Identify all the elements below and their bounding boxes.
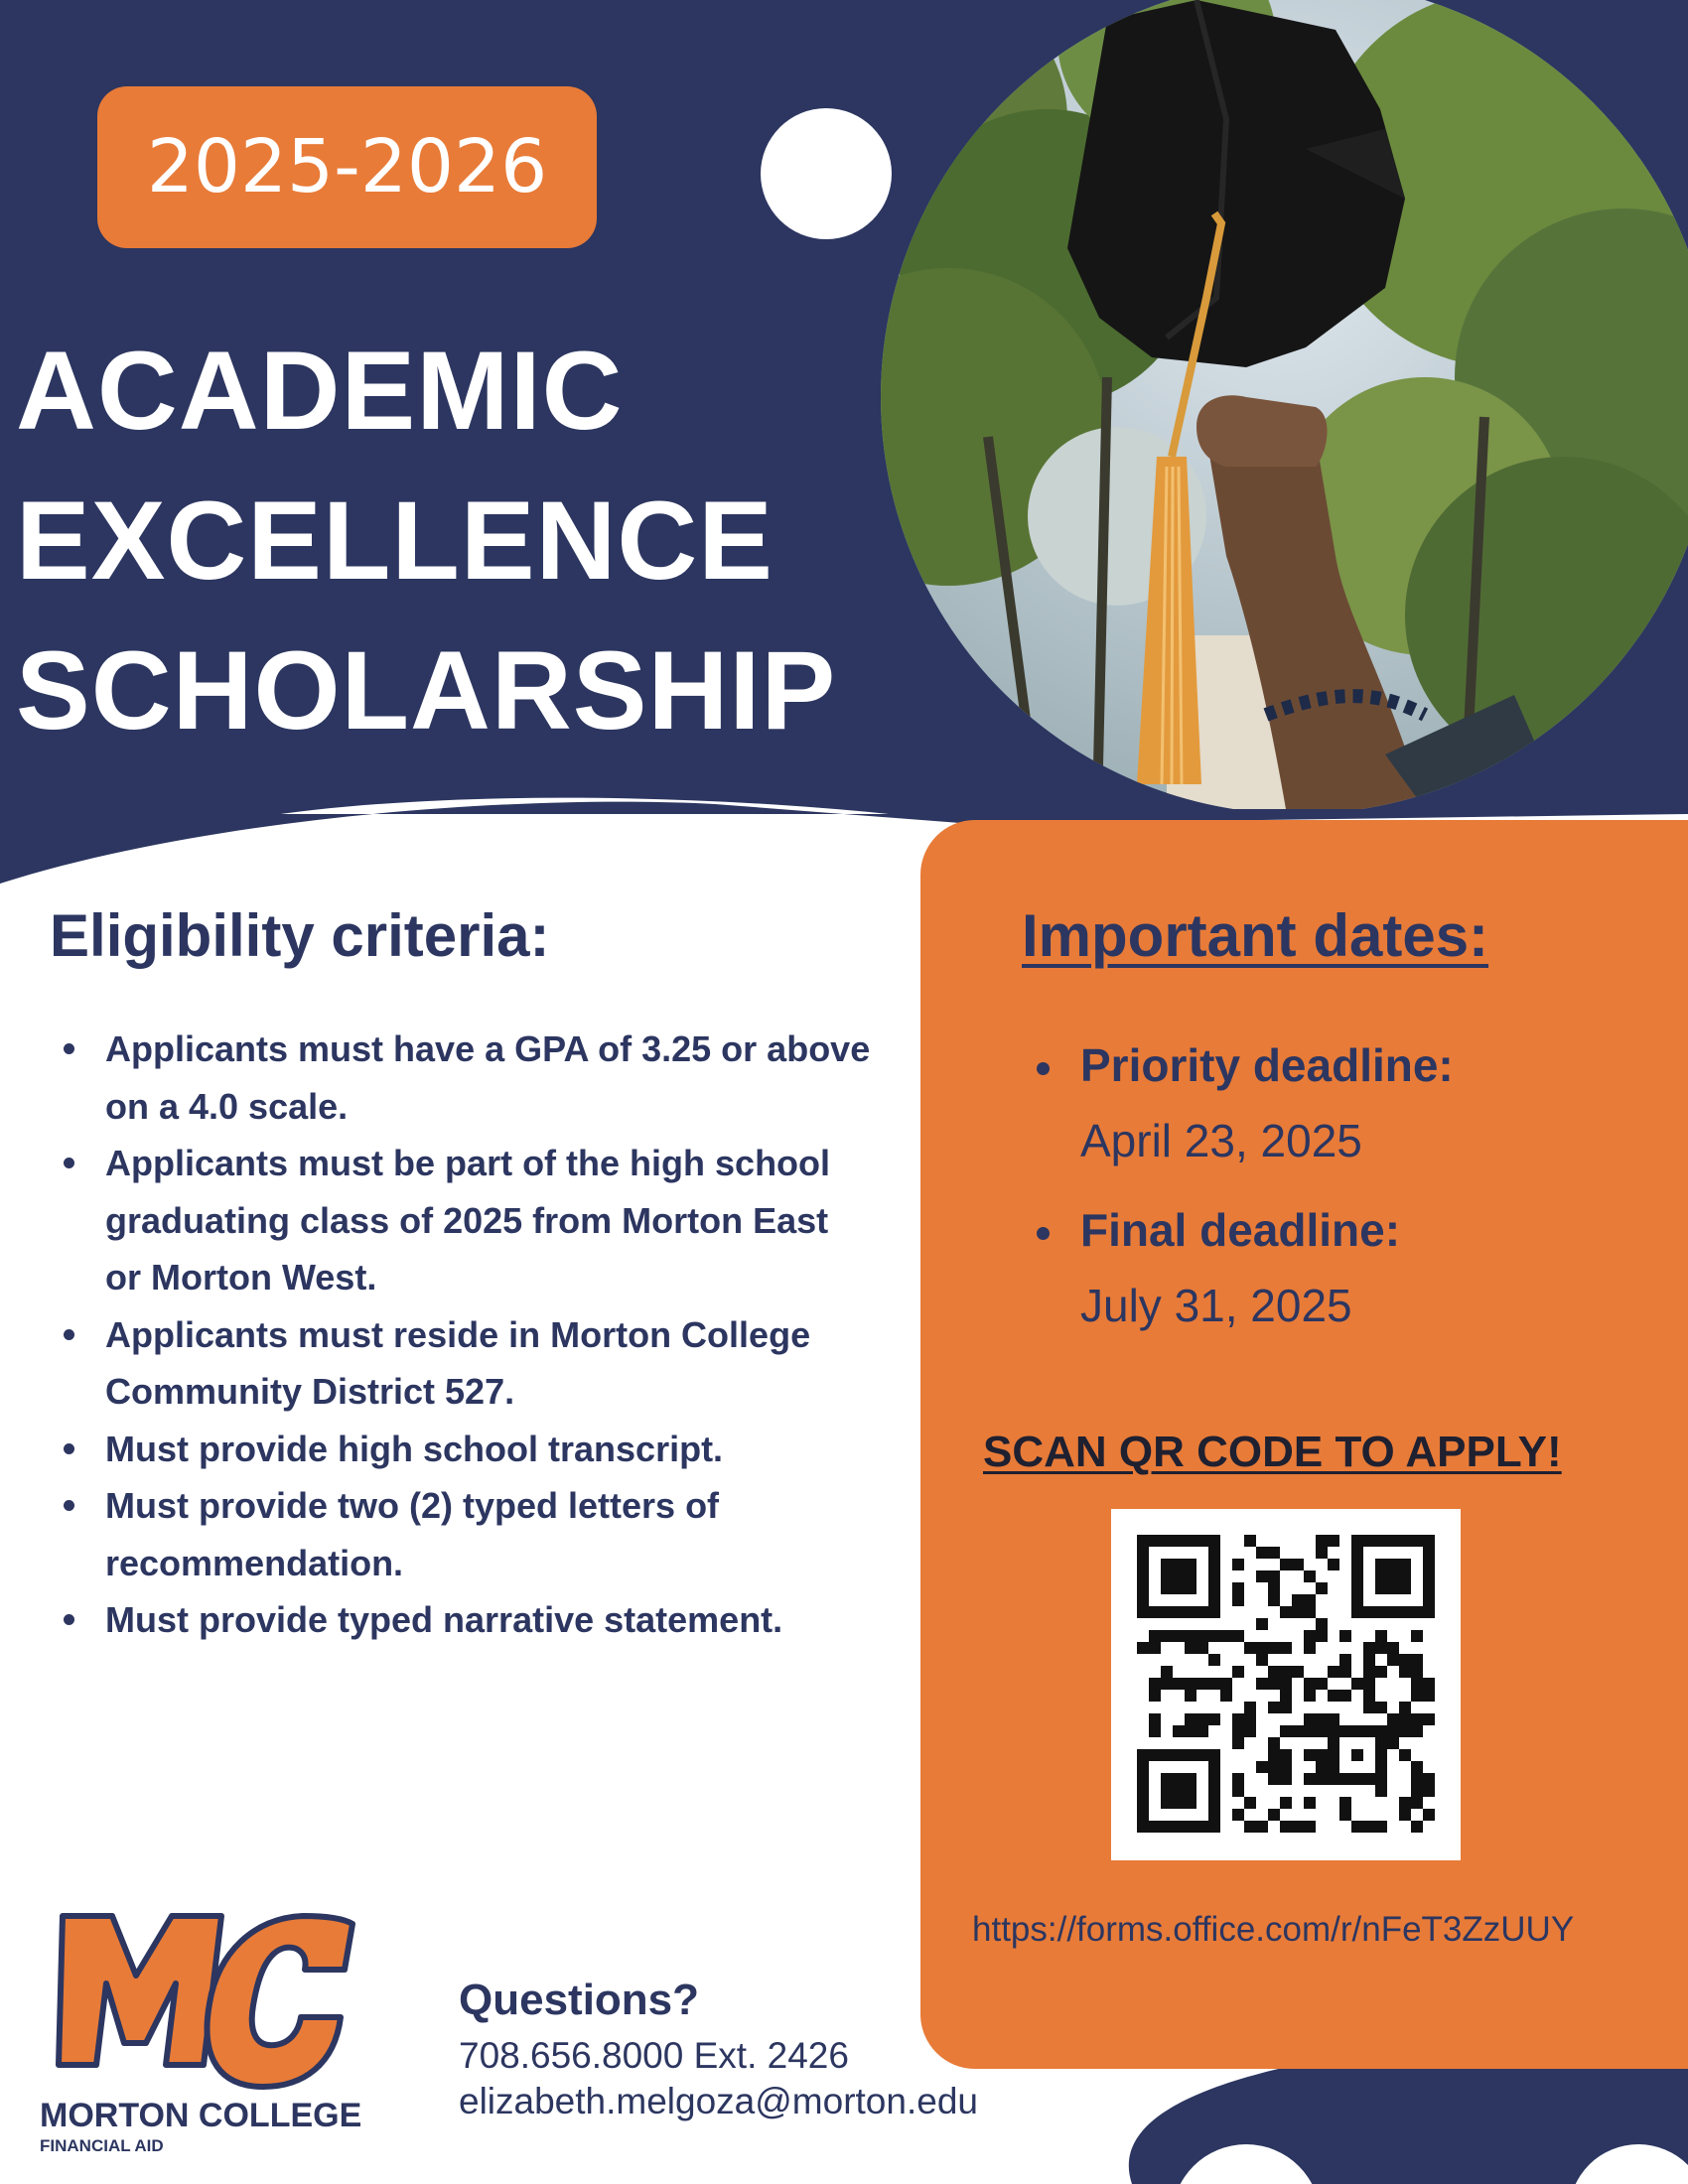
title-line-1: ACADEMIC: [16, 329, 624, 453]
priority-date: April 23, 2025: [1080, 1115, 1362, 1166]
final-date: July 31, 2025: [1080, 1280, 1352, 1331]
priority-label: Priority deadline:: [1080, 1039, 1454, 1091]
priority-deadline: [1036, 1038, 1454, 1167]
logo-college-name: MORTON COLLEGE: [40, 2097, 362, 2134]
contact-email[interactable]: elizabeth.melgoza@morton.edu: [459, 2081, 978, 2121]
logo-department: FINANCIAL AID: [40, 2136, 164, 2155]
list-item: Must provide high school transcript.: [58, 1421, 872, 1478]
page-title: [16, 316, 836, 765]
eligibility-list: [58, 1021, 872, 1649]
contact-phone[interactable]: 708.656.8000 Ext. 2426: [459, 2035, 849, 2076]
eligibility-heading: Eligibility criteria:: [50, 902, 550, 969]
bullet-icon: [1037, 1062, 1050, 1075]
list-item: Must provide two (2) typed letters of recommendation.: [58, 1477, 872, 1591]
qr-code-icon: [1137, 1535, 1435, 1833]
title-line-2: EXCELLENCE: [16, 478, 774, 603]
final-label: Final deadline:: [1080, 1204, 1401, 1256]
list-item: Applicants must have a GPA of 3.25 or above on a 4.0 scale.: [58, 1021, 872, 1135]
final-deadline: [1036, 1203, 1400, 1332]
scan-instruction: SCAN QR CODE TO APPLY!: [983, 1428, 1562, 1476]
apply-link[interactable]: https://forms.office.com/r/nFeT3ZzUUY: [972, 1910, 1575, 1949]
morton-college-logo: [55, 1906, 362, 2095]
graduation-photo: [869, 0, 1688, 809]
title-line-3: SCHOLARSHIP: [16, 628, 837, 752]
bullet-icon: [1037, 1227, 1050, 1240]
year-badge: 2025-2026: [97, 86, 597, 248]
dates-heading: Important dates:: [1022, 902, 1489, 969]
qr-code[interactable]: [1111, 1509, 1461, 1860]
list-item: Applicants must reside in Morton College Community District 527.: [58, 1306, 872, 1421]
list-item: Applicants must be part of the high school graduating class of 2025 from Morton East or Morton West.: [58, 1135, 872, 1306]
list-item: Must provide typed narrative statement.: [58, 1591, 872, 1649]
contact-heading: Questions?: [459, 1976, 700, 2024]
